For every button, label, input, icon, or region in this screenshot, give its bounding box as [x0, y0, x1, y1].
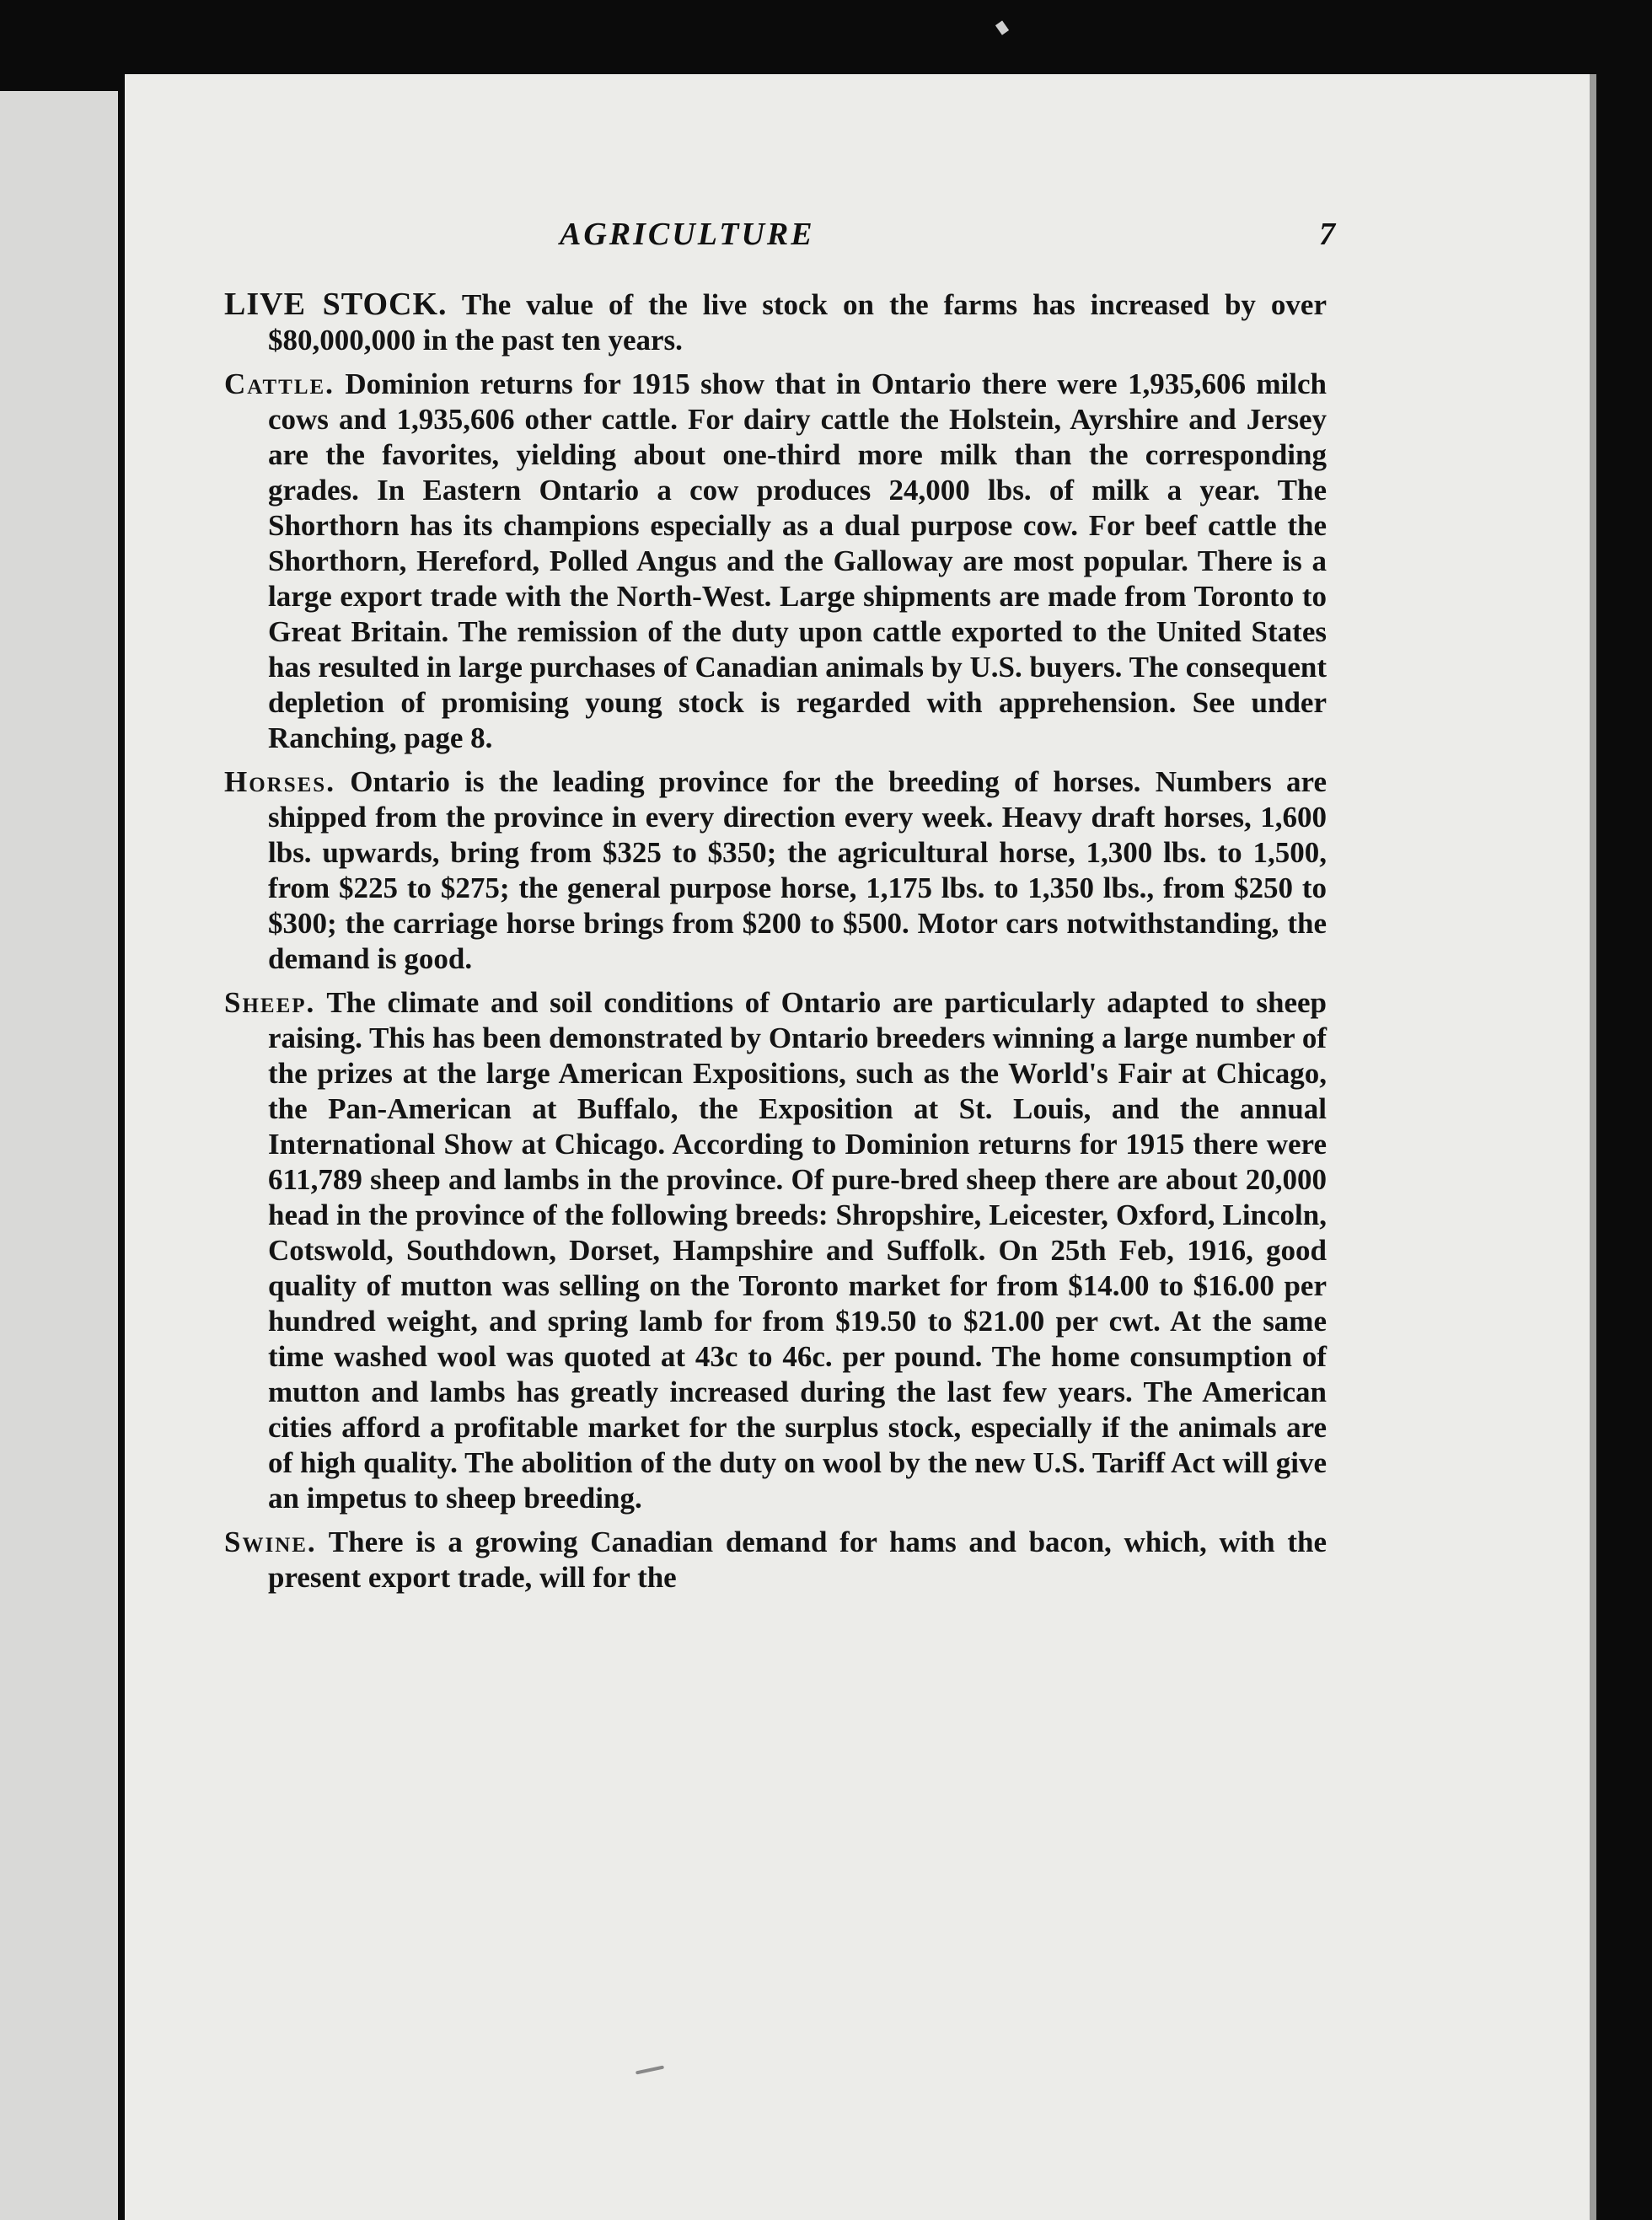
page-header	[560, 216, 1335, 258]
paragraph-text: Dominion returns for 1915 show that in Ontario there were 1,935,606 milch cows and 1,935,606 other cattle. For dairy cattle the Holstein, Ayrshire and Jersey are the favorites, yielding about one-third more milk than the corresponding grades. In Eastern Ontario a cow produces 24,000 lbs. of milk a year. The Shorthorn has its champions especially as a dual purpose cow. For beef cattle the Shorthorn, Hereford, Polled Angus and the Galloway are most popular. There is a large export trade with the North-West. Large shipments are made from Toronto to Great Britain. The remission of the duty upon cattle exported to the United States has resulted in large purchases of Canadian animals by U.S. buyers. The consequent depletion of promising young stock is regarded with apprehension. See under Ranching, page 8.	[268, 367, 1327, 754]
paragraph-horses	[224, 764, 1327, 977]
page-right-edge	[1590, 74, 1596, 2220]
page-number: 7	[1319, 217, 1335, 252]
body-text	[224, 287, 1327, 1595]
section-heading-cattle: Cattle.	[224, 367, 335, 400]
paragraph-cattle	[224, 367, 1327, 756]
running-title: AGRICULTURE	[560, 217, 815, 252]
section-heading-live-stock: LIVE STOCK.	[224, 287, 448, 322]
adjacent-page-edge	[0, 91, 118, 2220]
scan-speck	[995, 20, 1009, 35]
paragraph-swine	[224, 1525, 1327, 1595]
paragraph-text: The climate and soil conditions of Ontario are particularly adapted to sheep raising. This has been demonstrated by Ontario breeders winning a large number of the prizes at the large American Expositions, such as the World's Fair at Chicago, the Pan-American at Buffalo, the Exposition at St. Louis, and the annual International Show at Chicago. According to Dominion returns for 1915 there were 611,789 sheep and lambs in the province. Of pure-bred sheep there are about 20,000 head in the province of the following breeds: Shropshire, Leicester, Oxford, Lincoln, Cotswold, Southdown, Dorset, Hampshire and Suffolk. On 25th Feb, 1916, good quality of mutton was selling on the Toronto market for from $14.00 to $16.00 per hundred weight, and spring lamb for from $19.50 to $21.00 per cwt. At the same time washed wool was quoted at 43c to 46c. per pound. The home consumption of mutton and lambs has greatly increased during the last few years. The American cities afford a profitable market for the surplus stock, especially if the animals are of high quality. The abolition of the duty on wool by the new U.S. Tariff Act will give an impetus to sheep breeding.	[268, 986, 1327, 1515]
paragraph-sheep	[224, 985, 1327, 1516]
paragraph-text: There is a growing Canadian demand for hams and bacon, which, with the present export trade, will for the	[268, 1526, 1327, 1594]
paragraph-text: The value of the live stock on the farms has increased by over $80,000,000 in the past ten years.	[268, 288, 1327, 357]
section-heading-horses: Horses.	[224, 765, 335, 798]
section-heading-swine: Swine.	[224, 1526, 317, 1558]
paragraph-live-stock	[224, 287, 1327, 358]
paragraph-text: Ontario is the leading province for the breeding of horses. Numbers are shipped from the province in every direction every week. Heavy draft horses, 1,600 lbs. upwards, bring from $325 to $350; the agricultural horse, 1,300 lbs. to 1,500, from $225 to $275; the general purpose horse, 1,175 lbs. to 1,350 lbs., from $250 to $300; the carriage horse brings from $200 to $500. Motor cars notwithstanding, the demand is good.	[268, 765, 1327, 975]
section-heading-sheep: Sheep.	[224, 986, 316, 1019]
